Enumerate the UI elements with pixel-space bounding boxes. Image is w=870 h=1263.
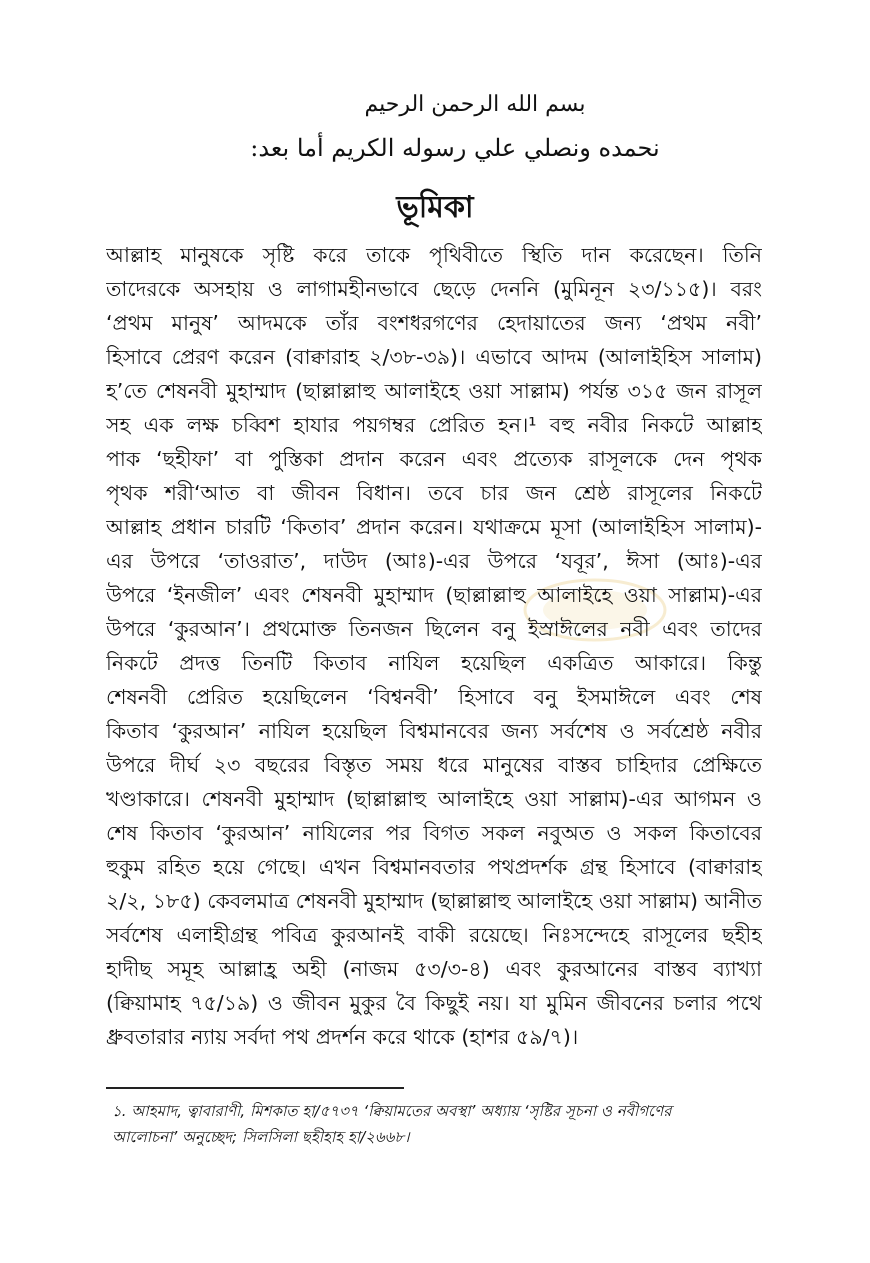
footnote-line: ১. আহমাদ, ত্বাবারাণী, মিশকাত হা/৫৭৩৭ ‘ক্বিয়ামতের অবস্থা’ অধ্যায় ‘সৃষ্টির সূচনা ও নবীগণের: [112, 1102, 672, 1120]
body-line: হিসাবে প্রেরণ করেন (বাক্বারাহ ২/৩৮-৩৯)। এভাবে আদম (আলাইহিস সালাম): [106, 345, 762, 369]
body-line: তাদেরকে অসহায় ও লাগামহীনভাবে ছেড়ে দেননি (মুমিনূন ২৩/১১৫)। বরং: [106, 277, 762, 301]
body-line: সর্বশেষ এলাহীগ্রন্থ পবিত্র কুরআনই বাকী রয়েছে। নিঃসন্দেহে রাসূলের ছহীহ: [106, 923, 762, 947]
body-line: উপরে দীর্ঘ ২৩ বছরের বিস্তৃত সময় ধরে মানুষের বাস্তব চাহিদার প্রেক্ষিতে: [106, 753, 762, 777]
body-line: নিকটে প্রদত্ত তিনটি কিতাব নাযিল হয়েছিল একত্রিত আকারে। কিন্তু: [106, 651, 762, 675]
body-line: ‘প্রথম মানুষ’ আদমকে তাঁর বংশধরগণের হেদায়াতের জন্য ‘প্রথম নবী’: [106, 311, 762, 335]
body-line: এর উপরে ‘তাওরাত’, দাউদ (আঃ)-এর উপরে ‘যবূর’, ঈসা (আঃ)-এর: [106, 549, 762, 573]
body-line: হুকুম রহিত হয়ে গেছে। এখন বিশ্বমানবতার পথপ্রদর্শক গ্রন্থ হিসাবে (বাক্বারাহ: [106, 855, 762, 879]
body-line: খণ্ডাকারে। শেষনবী মুহাম্মাদ (ছাল্লাল্লাহু আলাইহে ওয়া সাল্লাম)-এর আগমন ও: [106, 787, 762, 811]
basmala: بسم الله الرحمن الرحيم: [364, 92, 586, 117]
body-line: পৃথক শরী‘আত বা জীবন বিধান। তবে চার জন শ্রেষ্ঠ রাসূলের নিকটে: [106, 481, 762, 505]
body-line: (ক্বিয়ামাহ ৭৫/১৯) ও জীবন মুকুর বৈ কিছুই নয়। যা মুমিন জীবনের চলার পথে: [106, 991, 762, 1015]
footnote-divider: [106, 1087, 404, 1089]
body-line: ২/২, ১৮৫) কেবলমাত্র শেষনবী মুহাম্মাদ (ছাল্লাল্লাহু আলাইহে ওয়া সাল্লাম) আনীত: [106, 889, 762, 913]
body-line: হ’তে শেষনবী মুহাম্মাদ (ছাল্লাল্লাহু আলাইহে ওয়া সাল্লাম) পর্যন্ত ৩১৫ জন রাসূল: [106, 379, 762, 403]
body-line: কিতাব ‘কুরআন’ নাযিল হয়েছিল বিশ্বমানবের জন্য সর্বশেষ ও সর্বশ্রেষ্ঠ নবীর: [106, 719, 762, 743]
body-line: উপরে ‘কুরআন’। প্রথমোক্ত তিনজন ছিলেন বনু ইস্রাঈলের নবী এবং তাদের: [106, 617, 762, 641]
page-title: ভূমিকা: [396, 190, 474, 225]
body-line: ধ্রুবতারার ন্যায় সর্বদা পথ প্রদর্শন করে থাকে (হাশর ৫৯/৭)।: [106, 1025, 579, 1049]
body-line: হাদীছ সমূহ আল্লাহ্র অহী (নাজম ৫৩/৩-৪) এবং কুরআনের বাস্তব ব্যাখ্যা: [106, 957, 762, 981]
body-line: শেষ কিতাব ‘কুরআন’ নাযিলের পর বিগত সকল নবুঅত ও সকল কিতাবের: [106, 821, 762, 845]
body-line: আল্লাহ মানুষকে সৃষ্টি করে তাকে পৃথিবীতে স্থিতি দান করেছেন। তিনি: [106, 243, 762, 267]
body-line: উপরে ‘ইনজীল’ এবং শেষনবী মুহাম্মাদ (ছাল্লাল্লাহু আলাইহে ওয়া সাল্লাম)-এর: [106, 583, 762, 607]
body-line: আল্লাহ প্রধান চারটি ‘কিতাব’ প্রদান করেন। যথাক্রমে মূসা (আলাইহিস সালাম)-: [106, 515, 762, 539]
body-line: শেষনবী প্রেরিত হয়েছিলেন ‘বিশ্বনবী’ হিসাবে বনু ইসমাঈলে এবং শেষ: [106, 685, 762, 709]
hamd-line: نحمده ونصلي علي رسوله الكريم أما بعد:: [250, 134, 660, 162]
footnote-line: আলোচনা’ অনুচ্ছেদ; সিলসিলা ছহীহাহ হা/২৬৬৮।: [112, 1128, 410, 1146]
body-line: পাক ‘ছহীফা’ বা পুস্তিকা প্রদান করেন এবং প্রত্যেক রাসূলকে দেন পৃথক: [106, 447, 762, 471]
body-line: সহ এক লক্ষ চব্বিশ হাযার পয়গম্বর প্রেরিত হন।¹ বহু নবীর নিকটে আল্লাহ: [106, 413, 762, 437]
